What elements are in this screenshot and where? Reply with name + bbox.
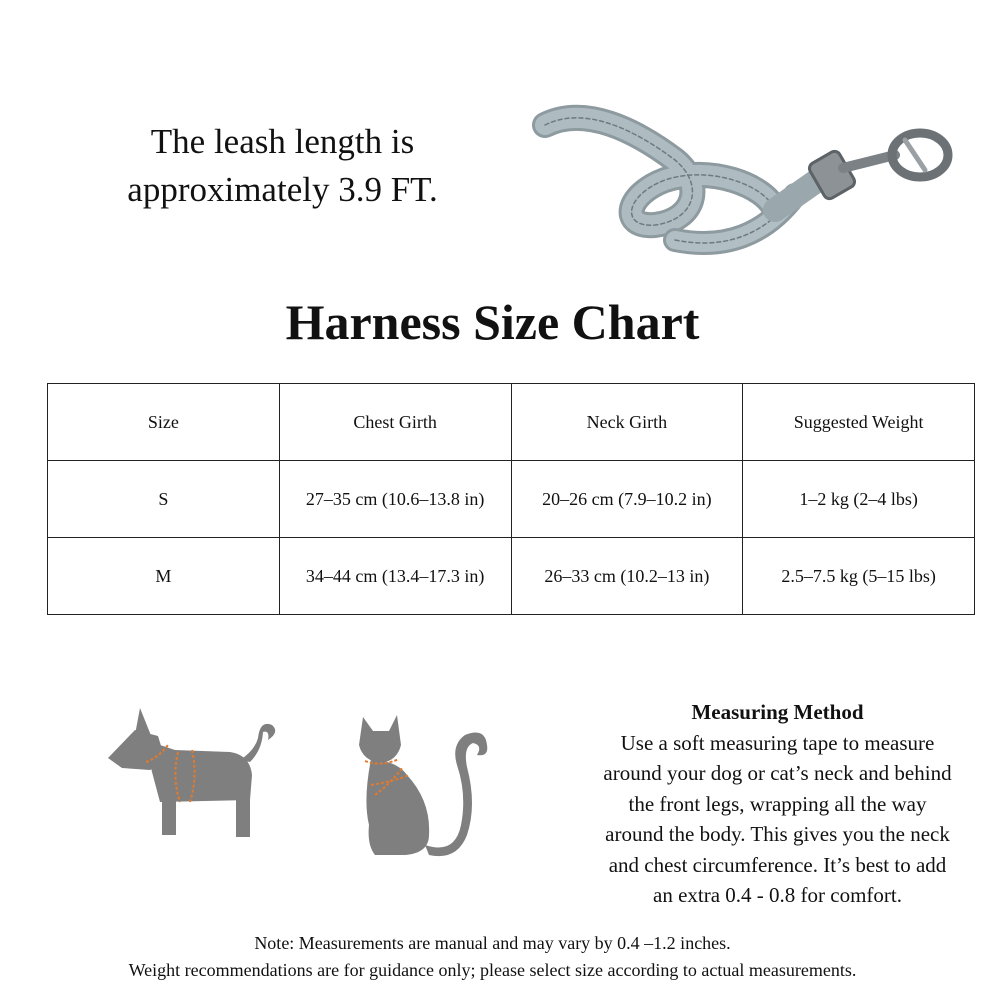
cat-silhouette-icon: [345, 705, 495, 865]
leash-line-1: The leash length is: [150, 122, 415, 161]
cell-weight: 1–2 kg (2–4 lbs): [743, 461, 975, 538]
leash-icon: [525, 100, 960, 275]
cell-size: M: [48, 538, 280, 615]
table-header-row: [48, 384, 975, 461]
cell-neck-girth: 26–33 cm (10.2–13 in): [511, 538, 743, 615]
cell-size: S: [48, 461, 280, 538]
page-title: Harness Size Chart: [285, 294, 700, 350]
measuring-line: the front legs, wrapping all the way: [628, 791, 927, 816]
dog-silhouette-icon: [100, 700, 280, 850]
header-size: Size: [48, 384, 280, 461]
table-row: [48, 461, 975, 538]
cell-weight: 2.5–7.5 kg (5–15 lbs): [743, 538, 975, 615]
leash-length-text: [100, 118, 465, 214]
table-row: [48, 538, 975, 615]
header-chest-girth: Chest Girth: [279, 384, 511, 461]
measuring-line: around your dog or cat’s neck and behind: [603, 761, 952, 785]
measuring-line: an extra 0.4 - 0.8 for comfort.: [653, 883, 902, 907]
footnote-line-1: Note: Measurements are manual and may vary by 0.4 –1.2 inches.: [254, 933, 731, 953]
footnote-line-2: Weight recommendations are for guidance only; please select size according to actual measurements.: [128, 960, 857, 980]
header-neck-girth: Neck Girth: [511, 384, 743, 461]
measuring-line: around the body. This gives you the neck: [605, 822, 950, 846]
cell-neck-girth: 20–26 cm (7.9–10.2 in): [511, 461, 743, 538]
footnote: [0, 930, 985, 984]
measuring-method: [575, 697, 980, 911]
cell-chest-girth: 34–44 cm (13.4–17.3 in): [279, 538, 511, 615]
measuring-line: and chest circumference. It’s best to add: [608, 852, 947, 877]
size-chart-table: [47, 383, 975, 615]
header-suggested-weight: Suggested Weight: [743, 384, 975, 461]
measuring-method-title: Measuring Method: [691, 700, 864, 724]
leash-line-2: approximately 3.9 FT.: [127, 170, 438, 209]
measuring-line: Use a soft measuring tape to measure: [620, 730, 935, 755]
cell-chest-girth: 27–35 cm (10.6–13.8 in): [279, 461, 511, 538]
